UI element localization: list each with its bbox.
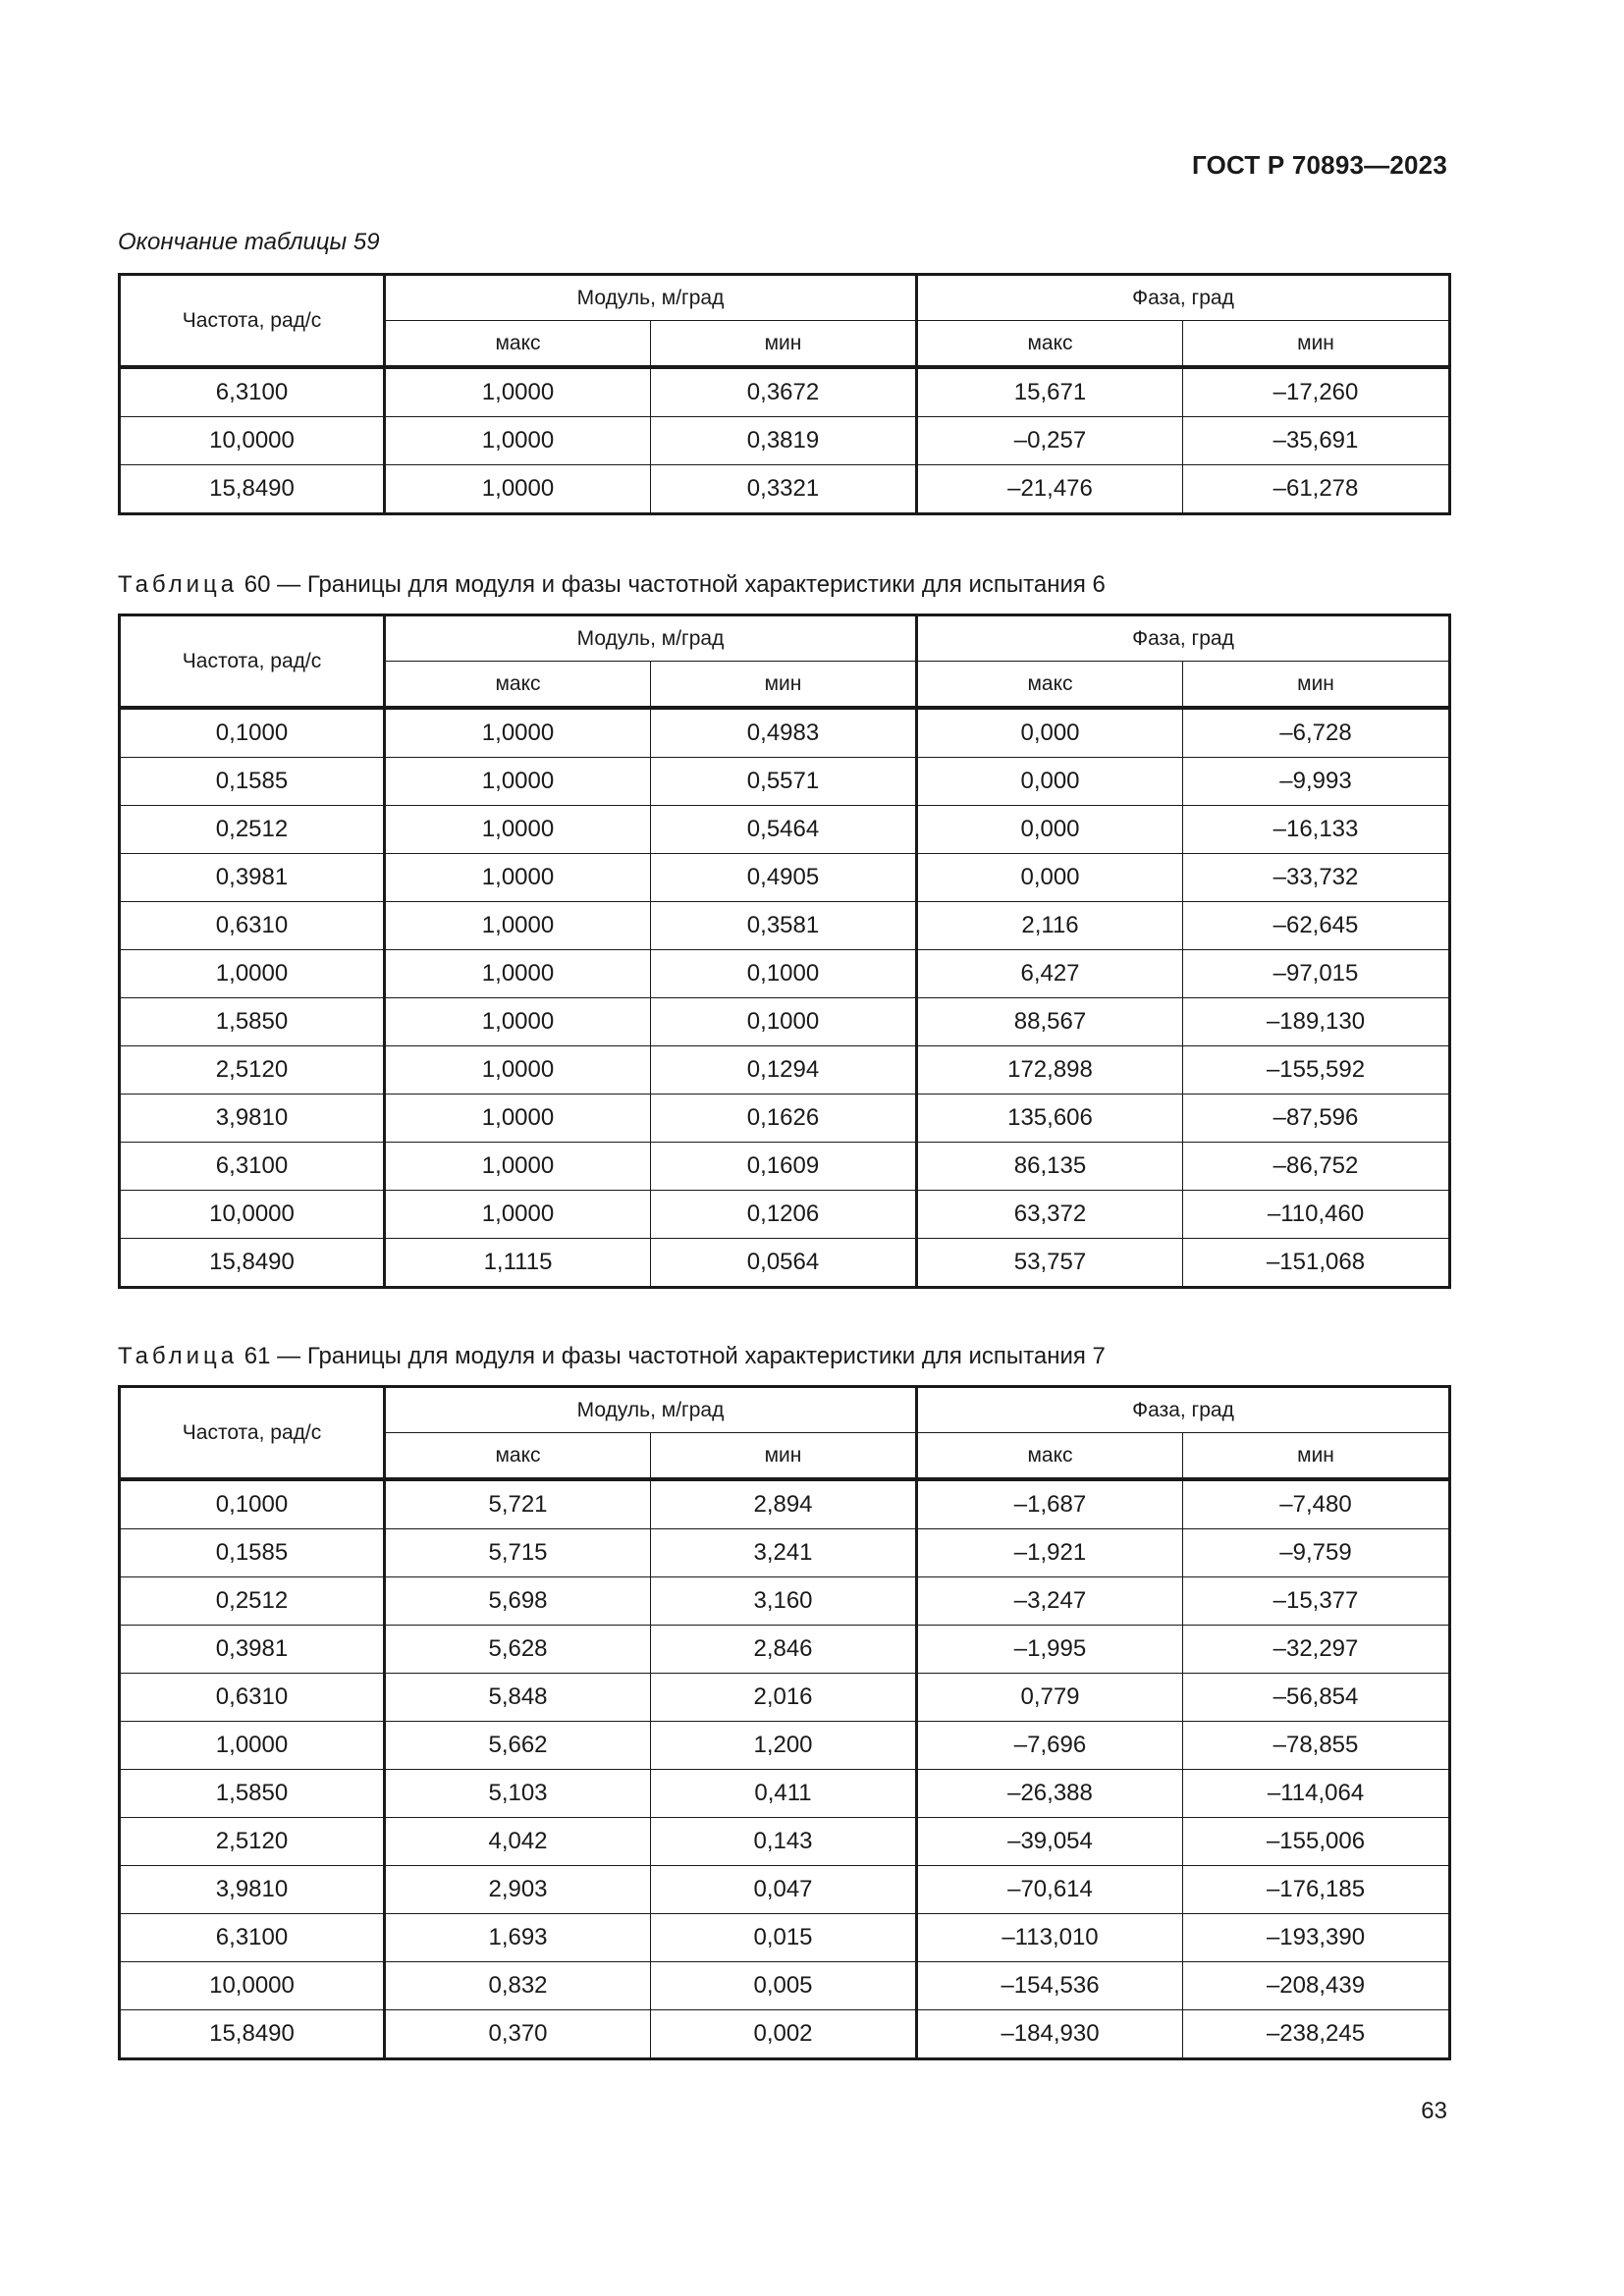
- cell-frequency: 15,8490: [120, 465, 385, 514]
- cell-phase-min: –17,260: [1183, 367, 1450, 417]
- cell-phase-max: 2,116: [917, 902, 1183, 950]
- table-row: [120, 1626, 1450, 1674]
- cell-phase-min: –16,133: [1183, 806, 1450, 854]
- cell-phase-max: –26,388: [917, 1770, 1183, 1818]
- cell-module-min: 3,241: [651, 1529, 917, 1577]
- cell-phase-min: –9,993: [1183, 758, 1450, 806]
- cell-module-max: 5,103: [385, 1770, 651, 1818]
- document-standard-number: ГОСТ Р 70893—2023: [1192, 150, 1447, 180]
- cell-module-min: 0,3819: [651, 417, 917, 465]
- cell-phase-max: 88,567: [917, 998, 1183, 1046]
- freq-header: Частота, рад/с: [120, 1387, 385, 1480]
- cell-module-min: 0,1294: [651, 1046, 917, 1095]
- cell-phase-min: –35,691: [1183, 417, 1450, 465]
- cell-phase-max: –154,536: [917, 1962, 1183, 2010]
- cell-frequency: 1,0000: [120, 1722, 385, 1770]
- table61-caption: [118, 1343, 1106, 1370]
- cell-module-max: 5,698: [385, 1577, 651, 1626]
- cell-phase-min: –7,480: [1183, 1479, 1450, 1529]
- cell-module-max: 1,0000: [385, 758, 651, 806]
- cell-frequency: 0,6310: [120, 902, 385, 950]
- cell-phase-min: –193,390: [1183, 1914, 1450, 1962]
- cell-phase-min: –151,068: [1183, 1239, 1450, 1288]
- cell-module-max: 1,0000: [385, 1143, 651, 1191]
- cell-phase-max: –0,257: [917, 417, 1183, 465]
- table-row: [120, 806, 1450, 854]
- cell-phase-max: –1,921: [917, 1529, 1183, 1577]
- table-row: [120, 465, 1450, 514]
- cell-frequency: 6,3100: [120, 367, 385, 417]
- cell-module-max: 5,662: [385, 1722, 651, 1770]
- cell-phase-min: –9,759: [1183, 1529, 1450, 1577]
- cell-frequency: 0,1585: [120, 1529, 385, 1577]
- cell-frequency: 10,0000: [120, 1191, 385, 1239]
- cell-phase-min: –155,592: [1183, 1046, 1450, 1095]
- table59-caption: Окончание таблицы 59: [118, 229, 380, 255]
- table-row: [120, 1239, 1450, 1288]
- table-row: [120, 1143, 1450, 1191]
- cell-phase-max: 135,606: [917, 1095, 1183, 1143]
- phase-min-header: мин: [1183, 662, 1450, 709]
- cell-module-min: 0,5571: [651, 758, 917, 806]
- cell-phase-min: –33,732: [1183, 854, 1450, 902]
- cell-module-min: 0,1000: [651, 998, 917, 1046]
- module-header: Модуль, м/град: [385, 1387, 917, 1433]
- cell-phase-max: 63,372: [917, 1191, 1183, 1239]
- cell-module-max: 1,0000: [385, 854, 651, 902]
- cell-phase-max: 53,757: [917, 1239, 1183, 1288]
- table-row: [120, 950, 1450, 998]
- phase-max-header: макс: [917, 321, 1183, 368]
- cell-phase-min: –155,006: [1183, 1818, 1450, 1866]
- cell-frequency: 10,0000: [120, 417, 385, 465]
- cell-phase-max: –39,054: [917, 1818, 1183, 1866]
- cell-phase-max: –184,930: [917, 2010, 1183, 2059]
- cell-module-max: 5,628: [385, 1626, 651, 1674]
- table-row: [120, 1818, 1450, 1866]
- cell-module-min: 0,3581: [651, 902, 917, 950]
- freq-header: Частота, рад/с: [120, 275, 385, 368]
- cell-phase-min: –86,752: [1183, 1143, 1450, 1191]
- cell-frequency: 10,0000: [120, 1962, 385, 2010]
- table-row: [120, 417, 1450, 465]
- cell-phase-min: –32,297: [1183, 1626, 1450, 1674]
- cell-module-min: 0,1626: [651, 1095, 917, 1143]
- page-number: 63: [1421, 2098, 1447, 2124]
- cell-frequency: 2,5120: [120, 1818, 385, 1866]
- cell-module-min: 0,015: [651, 1914, 917, 1962]
- phase-max-header: макс: [917, 662, 1183, 709]
- cell-module-max: 5,848: [385, 1674, 651, 1722]
- cell-frequency: 0,1000: [120, 708, 385, 758]
- cell-module-min: 0,047: [651, 1866, 917, 1914]
- cell-module-min: 0,5464: [651, 806, 917, 854]
- module-max-header: макс: [385, 1433, 651, 1480]
- cell-phase-min: –61,278: [1183, 465, 1450, 514]
- cell-frequency: 0,6310: [120, 1674, 385, 1722]
- table-row: [120, 1577, 1450, 1626]
- cell-frequency: 0,3981: [120, 854, 385, 902]
- cell-module-max: 1,0000: [385, 708, 651, 758]
- cell-module-min: 0,4905: [651, 854, 917, 902]
- cell-frequency: 1,0000: [120, 950, 385, 998]
- cell-module-max: 1,0000: [385, 902, 651, 950]
- cell-module-max: 1,0000: [385, 998, 651, 1046]
- cell-module-max: 0,370: [385, 2010, 651, 2059]
- cell-phase-min: –189,130: [1183, 998, 1450, 1046]
- cell-phase-max: 0,000: [917, 854, 1183, 902]
- phase-header: Фаза, град: [917, 275, 1450, 321]
- cell-phase-min: –78,855: [1183, 1722, 1450, 1770]
- cell-phase-max: 0,779: [917, 1674, 1183, 1722]
- cell-module-min: 0,1000: [651, 950, 917, 998]
- cell-module-max: 0,832: [385, 1962, 651, 2010]
- cell-module-min: 0,0564: [651, 1239, 917, 1288]
- cell-module-min: 0,3321: [651, 465, 917, 514]
- cell-module-min: 3,160: [651, 1577, 917, 1626]
- module-header: Модуль, м/град: [385, 615, 917, 662]
- phase-header: Фаза, град: [917, 615, 1450, 662]
- table-row: [120, 1046, 1450, 1095]
- table-row: [120, 1479, 1450, 1529]
- cell-module-max: 1,0000: [385, 465, 651, 514]
- cell-module-min: 2,894: [651, 1479, 917, 1529]
- cell-phase-max: –21,476: [917, 465, 1183, 514]
- cell-phase-max: 86,135: [917, 1143, 1183, 1191]
- cell-module-max: 5,715: [385, 1529, 651, 1577]
- cell-module-max: 1,0000: [385, 1191, 651, 1239]
- cell-phase-min: –110,460: [1183, 1191, 1450, 1239]
- cell-phase-max: –1,995: [917, 1626, 1183, 1674]
- module-max-header: макс: [385, 662, 651, 709]
- cell-phase-max: –113,010: [917, 1914, 1183, 1962]
- cell-frequency: 1,5850: [120, 998, 385, 1046]
- table-row: [120, 1191, 1450, 1239]
- cell-frequency: 0,1000: [120, 1479, 385, 1529]
- table-row: [120, 1866, 1450, 1914]
- cell-module-min: 0,3672: [651, 367, 917, 417]
- freq-header: Частота, рад/с: [120, 615, 385, 709]
- cell-frequency: 3,9810: [120, 1866, 385, 1914]
- cell-module-max: 1,0000: [385, 1095, 651, 1143]
- cell-module-min: 0,4983: [651, 708, 917, 758]
- cell-phase-max: 6,427: [917, 950, 1183, 998]
- cell-phase-min: –176,185: [1183, 1866, 1450, 1914]
- table-row: [120, 998, 1450, 1046]
- module-header: Модуль, м/град: [385, 275, 917, 321]
- cell-frequency: 3,9810: [120, 1095, 385, 1143]
- table60-caption: [118, 571, 1106, 599]
- cell-phase-min: –87,596: [1183, 1095, 1450, 1143]
- cell-phase-max: –70,614: [917, 1866, 1183, 1914]
- cell-phase-max: 15,671: [917, 367, 1183, 417]
- table61-caption-text: 61 — Границы для модуля и фазы частотной характеристики для испытания 7: [244, 1343, 1106, 1369]
- table-row: [120, 758, 1450, 806]
- table61-caption-word: Таблица: [118, 1343, 239, 1369]
- table-row: [120, 2010, 1450, 2059]
- cell-module-max: 1,0000: [385, 417, 651, 465]
- cell-phase-max: 0,000: [917, 708, 1183, 758]
- cell-module-min: 0,005: [651, 1962, 917, 2010]
- cell-phase-min: –238,245: [1183, 2010, 1450, 2059]
- cell-module-min: 2,846: [651, 1626, 917, 1674]
- table61: [118, 1385, 1451, 2060]
- table-row: [120, 1962, 1450, 2010]
- cell-frequency: 1,5850: [120, 1770, 385, 1818]
- table-row: [120, 902, 1450, 950]
- cell-phase-min: –15,377: [1183, 1577, 1450, 1626]
- cell-phase-max: –1,687: [917, 1479, 1183, 1529]
- module-max-header: макс: [385, 321, 651, 368]
- cell-frequency: 6,3100: [120, 1914, 385, 1962]
- cell-phase-max: –7,696: [917, 1722, 1183, 1770]
- cell-phase-min: –56,854: [1183, 1674, 1450, 1722]
- cell-module-min: 0,1206: [651, 1191, 917, 1239]
- cell-frequency: 0,2512: [120, 1577, 385, 1626]
- cell-phase-min: –6,728: [1183, 708, 1450, 758]
- cell-frequency: 15,8490: [120, 1239, 385, 1288]
- table-row: [120, 1914, 1450, 1962]
- cell-module-max: 4,042: [385, 1818, 651, 1866]
- cell-module-max: 1,0000: [385, 950, 651, 998]
- table-row: [120, 708, 1450, 758]
- cell-module-max: 1,693: [385, 1914, 651, 1962]
- cell-module-min: 2,016: [651, 1674, 917, 1722]
- cell-frequency: 0,1585: [120, 758, 385, 806]
- cell-phase-max: 0,000: [917, 758, 1183, 806]
- cell-module-max: 1,0000: [385, 367, 651, 417]
- table60-caption-text: 60 — Границы для модуля и фазы частотной характеристики для испытания 6: [244, 571, 1106, 598]
- cell-frequency: 15,8490: [120, 2010, 385, 2059]
- module-min-header: мин: [651, 662, 917, 709]
- cell-phase-min: –114,064: [1183, 1770, 1450, 1818]
- cell-module-max: 2,903: [385, 1866, 651, 1914]
- cell-module-max: 1,0000: [385, 806, 651, 854]
- cell-module-max: 5,721: [385, 1479, 651, 1529]
- cell-module-max: 1,0000: [385, 1046, 651, 1095]
- module-min-header: мин: [651, 321, 917, 368]
- table-row: [120, 1095, 1450, 1143]
- phase-min-header: мин: [1183, 1433, 1450, 1480]
- table-row: [120, 1674, 1450, 1722]
- cell-module-min: 1,200: [651, 1722, 917, 1770]
- cell-phase-max: –3,247: [917, 1577, 1183, 1626]
- module-min-header: мин: [651, 1433, 917, 1480]
- table-row: [120, 1529, 1450, 1577]
- cell-frequency: 0,3981: [120, 1626, 385, 1674]
- cell-phase-max: 0,000: [917, 806, 1183, 854]
- table-row: [120, 1722, 1450, 1770]
- table-row: [120, 367, 1450, 417]
- phase-header: Фаза, град: [917, 1387, 1450, 1433]
- cell-frequency: 0,2512: [120, 806, 385, 854]
- cell-module-min: 0,143: [651, 1818, 917, 1866]
- cell-phase-min: –97,015: [1183, 950, 1450, 998]
- phase-max-header: макс: [917, 1433, 1183, 1480]
- cell-module-max: 1,1115: [385, 1239, 651, 1288]
- table60-caption-word: Таблица: [118, 571, 239, 598]
- cell-phase-min: –208,439: [1183, 1962, 1450, 2010]
- cell-frequency: 6,3100: [120, 1143, 385, 1191]
- cell-phase-max: 172,898: [917, 1046, 1183, 1095]
- phase-min-header: мин: [1183, 321, 1450, 368]
- table60: [118, 614, 1451, 1289]
- table59-end: [118, 273, 1451, 515]
- cell-module-min: 0,411: [651, 1770, 917, 1818]
- cell-phase-min: –62,645: [1183, 902, 1450, 950]
- table-row: [120, 1770, 1450, 1818]
- cell-module-min: 0,1609: [651, 1143, 917, 1191]
- cell-module-min: 0,002: [651, 2010, 917, 2059]
- cell-frequency: 2,5120: [120, 1046, 385, 1095]
- table-row: [120, 854, 1450, 902]
